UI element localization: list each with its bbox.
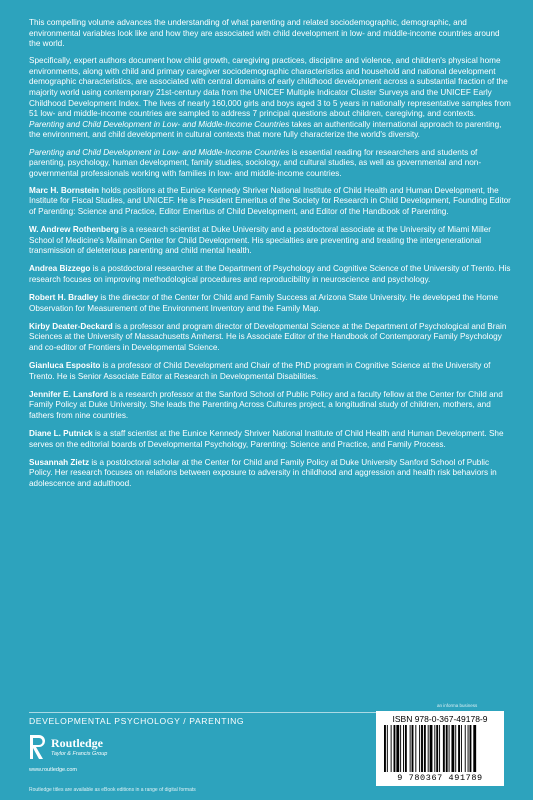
author-bio-text: is a staff scientist at the Eunice Kennedy Shriver National Institute of Child Health and Human Development. She serves on the editorial boards of Developmental Psychology, Parenting: Science and Practice, and Family Process. [29,429,504,449]
author-bio-text: is a professor and program director of Developmental Science at the Department of Psychological and Brain Sciences at the University of Massachusetts Amherst. He is Associate Editor of the Handbook of Contemporary Family Psychology and co-editor of Frontiers in Developmental Science. [29,321,507,352]
audience-tail: is essential reading for researchers and students of parenting, psychology, human development, family studies, sociology, and cultural studies, as well as governmental and non-governmental professionals working with families in low- and middle-income countries. [29,147,482,178]
ebook-note: Routledge titles are available as eBook editions in a range of digital formats [29,787,196,793]
description-text: Specifically, expert authors document how child growth, caregiving practices, discipline and violence, and children's physical home environments, along with child and primary caregiver sociodemographic characteristics and household and national development demographic characteristics, are associated with central domains of early childhood development across a substantial fraction of the majority world using contemporary 21st-century data from the UNICEF Multiple Indicator Cluster Surveys and the UNICEF Early Childhood Development Index. The lives of nearly 160,000 girls and boys aged 3 to 5 years in nationally representative samples from 51 low- and middle-income countries are sampled to address 7 principal questions about children, caregiving, and contexts. [29,56,511,119]
intro-paragraph: This compelling volume advances the understanding of what parenting and related sociodemographic, demographic, and environmental variables look like and how they are associated with child development in low- and middle-income countries around the world. [29,18,500,49]
author-name: Andrea Bizzego [29,264,91,274]
barcode-icon [384,725,496,772]
author-bio [29,361,511,382]
author-bio [29,458,511,490]
description-tail: takes an authentically international approach to parenting, the environment, and child development in cultural contexts that more fully characterize the world's diversity. [29,119,502,140]
author-bio-text: is a research professor at the Sanford School of Public Policy and a faculty fellow at the Center for Child and Family Policy at Duke University. She leads the Parenting Across Cultures project, a longitudinal study of children, mothers, and fathers from nine countries. [29,389,503,420]
isbn-barcode [376,711,504,786]
author-bio [29,225,511,257]
author-name: Robert H. Bradley [29,293,99,303]
author-bio [29,186,511,218]
author-bio [29,293,511,314]
author-bios [29,186,511,490]
author-name: Marc H. Bornstein [29,185,100,195]
isbn-text: ISBN 978-0-367-49178-9 [392,714,488,724]
author-name: Kirby Deater-Deckard [29,321,113,331]
barcode-digits: 9 780367 491789 [397,773,483,783]
author-bio-text: is a postdoctoral researcher at the Department of Psychology and Cognitive Science of the University of Trento. His research focuses on improving methodological procedures and reproducibility in neuroscience and psychology. [29,264,511,284]
author-bio [29,429,511,450]
author-bio-text: is a postdoctoral scholar at the Center for Child and Family Policy at Duke University Sanford School of Public Policy. Her research focuses on relations between exposure to adversity in childhood and aggression and health risk behaviors in adolescence and adulthood. [29,457,497,488]
description-paragraph [29,56,511,141]
author-name: Gianluca Esposito [29,361,101,371]
author-bio-text: is the director of the Center for Child and Family Success at Arizona State University. He developed the Home Observation for Measurement of the Environment Inventory and the Family Map. [29,293,499,313]
blurb [29,18,511,497]
book-title-inline: Parenting and Child Development in Low- and Middle-Income Countries [29,119,290,129]
publisher-name: Routledge [51,736,103,750]
publisher-url: www.routledge.com [29,767,77,773]
author-bio [29,390,511,422]
author-name: W. Andrew Rothenberg [29,225,119,235]
informa-label: an informa business [437,703,478,708]
author-bio [29,322,511,354]
publisher-logo [29,733,149,763]
book-title-inline: Parenting and Child Development in Low- and Middle-Income Countries [29,147,290,157]
audience-paragraph [29,148,511,180]
author-name: Jennifer E. Lansford [29,389,109,399]
author-bio-text: is a research scientist at Duke University and a postdoctoral associate at the University of Miami Miller School of Medicine's Mailman Center for Child Development. His specialties are preventing and treating the intergenerational transmission of deleterious parenting and child mental health. [29,225,491,256]
author-name: Susannah Zietz [29,457,90,467]
publisher-group: Taylor & Francis Group [51,751,108,757]
author-name: Diane L. Putnick [29,429,93,438]
author-bio-text: holds positions at the Eunice Kennedy Shriver National Institute of Child Health and Human Development, the Institute for Fiscal Studies, and UNICEF. He is President Emeritus of the Society for Research in Child Development, Founding Editor of Parenting: Science and Practice, Editor Emeritus of Child Development, and Editor of the Handbook of Parenting. [29,185,511,216]
author-bio [29,264,511,285]
routledge-icon [29,733,47,761]
subject-category: DEVELOPMENTAL PSYCHOLOGY / PARENTING [29,716,245,726]
author-bio-text: is a professor of Child Development and Chair of the PhD program in Cognitive Science at the University of Trento. He is Senior Associate Editor at Research in Developmental Disabilities. [29,361,491,381]
